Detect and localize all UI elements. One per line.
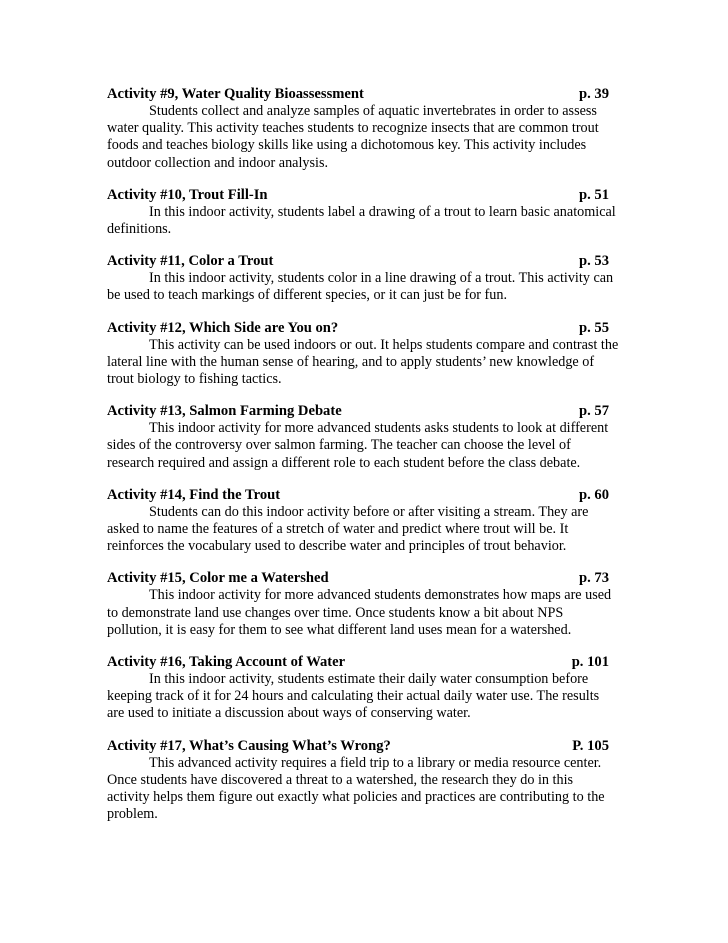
activity-description: This indoor activity for more advanced students asks students to look at different sides of the controversy over salmon farming. The teacher can choose the level of research required and assign a different role to each student before the class debate. [107, 420, 609, 471]
activity-page-ref: p. 101 [571, 654, 609, 671]
activity-entry [107, 487, 619, 556]
activity-description: In this indoor activity, students color in a line drawing of a trout. This activity can be used to teach markings of different species, or it can just be for fun. [107, 270, 614, 304]
activity-page-ref: p. 60 [578, 486, 609, 503]
activity-description: This indoor activity for more advanced students demonstrates how maps are used to demonstrate land use changes over time. Once students know a bit about NPS pollution, it is easy for them to see what different land uses mean for a watershed. [107, 587, 612, 638]
activity-page-ref: p. 73 [578, 570, 609, 587]
activity-title: Activity #12, Which Side are You on? [107, 319, 339, 336]
activity-page-ref: p. 51 [578, 186, 609, 203]
activity-entry [107, 403, 619, 472]
document-page [107, 86, 619, 838]
activity-heading [107, 570, 619, 587]
activity-description: This advanced activity requires a field trip to a library or media resource center. Once students have discovered a threat to a watershed, the research they do in this activity helps them figure out exactly what policies and practices are contributing to the problem. [107, 754, 605, 823]
activity-description: In this indoor activity, students estimate their daily water consumption before keeping track of it for 24 hours and calculating their actual daily water use. The results are used to initiate a discussion about ways of conserving water. [107, 671, 600, 722]
activity-heading [107, 187, 619, 204]
activity-heading [107, 487, 619, 504]
activity-page-ref: p. 53 [578, 253, 609, 270]
activity-title: Activity #9, Water Quality Bioassessment [107, 86, 364, 102]
activity-entry [107, 738, 619, 824]
activity-heading [107, 86, 619, 103]
activity-page-ref: p. 39 [578, 86, 609, 102]
activity-entry [107, 253, 619, 304]
activity-heading [107, 403, 619, 420]
activity-description: In this indoor activity, students label a drawing of a trout to learn basic anatomical definitions. [107, 203, 616, 238]
activity-entry [107, 570, 619, 639]
activity-entry [107, 654, 619, 723]
activity-entry [107, 187, 619, 238]
activity-title: Activity #14, Find the Trout [107, 486, 281, 503]
activity-title: Activity #15, Color me a Watershed [107, 570, 329, 587]
activity-title: Activity #17, What’s Causing What’s Wrong? [107, 737, 391, 754]
activity-page-ref: p. 57 [578, 403, 609, 420]
activity-entry [107, 320, 619, 389]
activity-heading [107, 654, 619, 671]
activity-description: Students collect and analyze samples of aquatic invertebrates in order to assess water quality. This activity teaches students to recognize insects that are common trout foods and teaches biology skills like using a dichotomous key. This activity includes outdoor collection and indoor analysis. [107, 103, 599, 171]
activity-entry [107, 86, 619, 172]
activity-title: Activity #13, Salmon Farming Debate [107, 403, 342, 420]
activity-page-ref: p. 55 [578, 319, 609, 336]
activity-heading [107, 320, 619, 337]
activity-page-ref: P. 105 [572, 737, 609, 754]
activity-title: Activity #16, Taking Account of Water [107, 654, 346, 671]
activity-description: Students can do this indoor activity before or after visiting a stream. They are asked to name the features of a stretch of water and predict where trout will be. It reinforces the vocabulary used to describe water and principles of trout behavior. [107, 503, 589, 555]
activity-title: Activity #10, Trout Fill-In [107, 186, 268, 203]
activity-heading [107, 738, 619, 755]
activity-heading [107, 253, 619, 270]
activity-description: This activity can be used indoors or out. It helps students compare and contrast the lateral line with the human sense of hearing, and to apply students’ new knowledge of trout biology to fishing tactics. [107, 336, 619, 388]
activity-title: Activity #11, Color a Trout [107, 253, 274, 270]
